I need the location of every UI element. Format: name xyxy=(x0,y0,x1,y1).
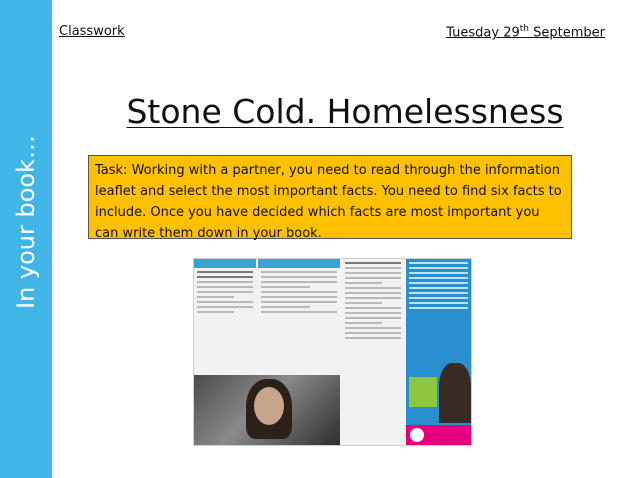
leaflet-text-line xyxy=(409,292,468,294)
leaflet-stat-box xyxy=(409,377,437,407)
leaflet-text-line xyxy=(197,271,253,273)
leaflet-text-line xyxy=(345,332,401,334)
leaflet-text-line xyxy=(345,282,382,284)
leaflet-column-4 xyxy=(406,259,471,445)
leaflet-text-line xyxy=(261,271,337,273)
leaflet-text-line xyxy=(261,286,310,288)
leaflet-text-line xyxy=(261,306,310,308)
leaflet-text-line xyxy=(197,306,253,308)
date-month: September xyxy=(529,25,605,41)
leaflet-text-line xyxy=(197,301,253,303)
leaflet-image xyxy=(193,258,472,446)
leaflet-photo-face xyxy=(254,387,284,425)
leaflet-text-line xyxy=(345,312,401,314)
leaflet-text-line xyxy=(345,277,401,279)
leaflet-text-line xyxy=(197,311,234,313)
leaflet-text-line xyxy=(409,302,468,304)
leaflet-text-line xyxy=(409,262,468,264)
leaflet-text-line xyxy=(345,262,401,264)
leaflet-text-line xyxy=(197,281,253,283)
leaflet-text-line xyxy=(197,276,253,278)
leaflet-column-3 xyxy=(342,259,404,445)
leaflet-text-line xyxy=(409,297,468,299)
leaflet-text-line xyxy=(409,277,468,279)
leaflet-logo-mark xyxy=(410,428,424,442)
leaflet-text-line xyxy=(261,281,337,283)
leaflet-text-line xyxy=(345,322,382,324)
leaflet-text-line xyxy=(261,276,337,278)
classwork-label: Classwork xyxy=(59,24,125,39)
leaflet-text-line xyxy=(197,291,253,293)
leaflet-logo-banner xyxy=(406,425,471,445)
slide-title: Stone Cold. Homelessness xyxy=(126,92,564,131)
side-bar xyxy=(0,0,52,478)
leaflet-text-line xyxy=(345,307,401,309)
leaflet-text-line xyxy=(409,282,468,284)
leaflet-text-line xyxy=(409,272,468,274)
leaflet-text-line xyxy=(345,287,401,289)
leaflet-text-line xyxy=(261,291,337,293)
leaflet-text-line xyxy=(345,302,382,304)
date-suffix: th xyxy=(519,24,529,34)
leaflet-text-line xyxy=(409,287,468,289)
leaflet-text-line xyxy=(409,307,468,309)
task-box: Task: Working with a partner, you need to read through the information leaflet and select the most important facts. You need to find six facts to include. Once you have decided which facts are most important you can write them down in your book. xyxy=(88,155,572,239)
date-label xyxy=(446,24,605,40)
leaflet-text-line xyxy=(345,297,401,299)
leaflet-text-line xyxy=(345,327,401,329)
leaflet-text-line xyxy=(345,272,401,274)
leaflet-text-line xyxy=(197,286,253,288)
side-banner-text: In your book… xyxy=(12,134,40,310)
leaflet-text-line xyxy=(261,296,337,298)
leaflet-heading-bar xyxy=(194,259,256,268)
leaflet-text-line xyxy=(261,301,337,303)
leaflet-text-line xyxy=(345,317,401,319)
leaflet-text-line xyxy=(197,296,234,298)
leaflet-text-line xyxy=(345,337,401,339)
leaflet-photo xyxy=(194,375,340,445)
leaflet-text-line xyxy=(409,267,468,269)
leaflet-heading-bar xyxy=(258,259,340,268)
leaflet-text-line xyxy=(345,292,401,294)
date-day: Tuesday 29 xyxy=(446,25,520,41)
leaflet-portrait xyxy=(439,363,471,423)
leaflet-text-line xyxy=(261,311,337,313)
leaflet-text-line xyxy=(345,267,401,269)
